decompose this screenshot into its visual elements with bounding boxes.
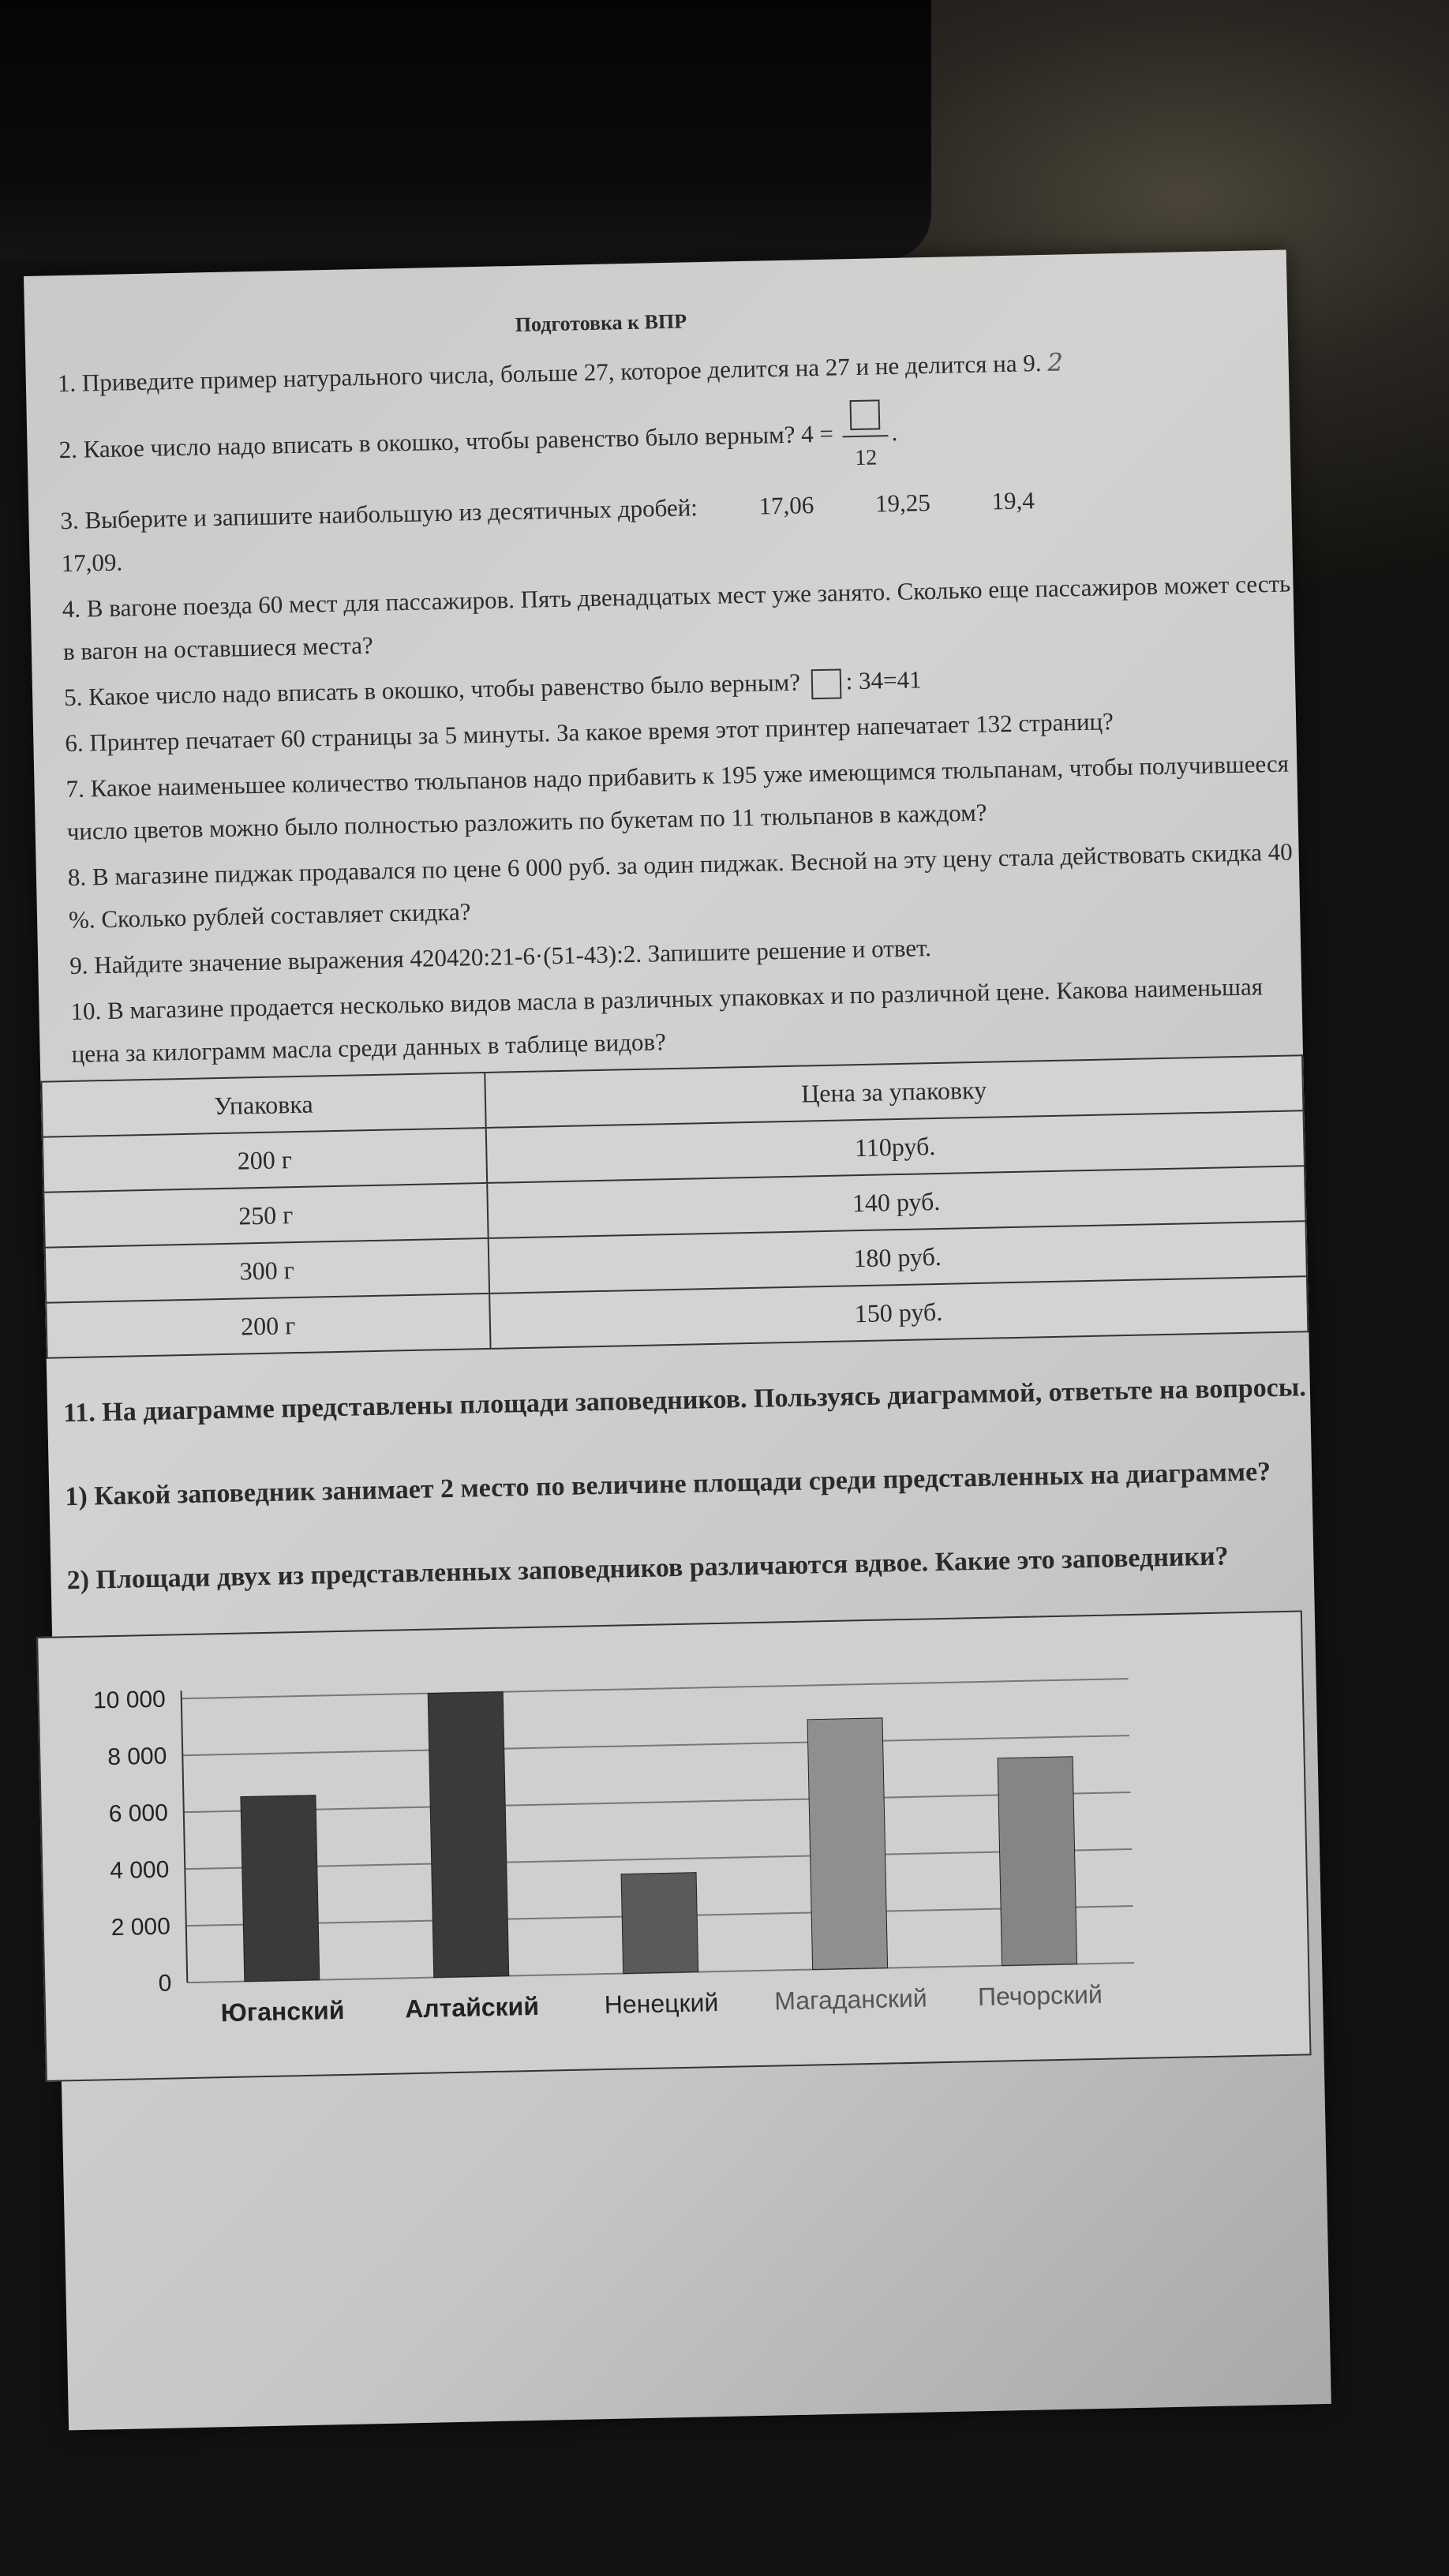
question-3-text: 3. Выберите и запишите наибольшую из десятичных дробей: <box>60 493 698 535</box>
question-11-part-2: 2) Площади двух из представленных заповедников различаются вдвое. Какие это заповедники? <box>66 1541 1229 1596</box>
worksheet-title: Подготовка к ВПР <box>515 309 687 336</box>
table-cell: 150 руб. <box>489 1276 1309 1349</box>
question-9: 9. Найдите значение выражения 420420:21-6·(51-43):2. Запишите решение и ответ. <box>69 934 932 979</box>
y-tick-label: 8 000 <box>107 1743 167 1771</box>
worksheet-content <box>56 297 1324 2080</box>
y-tick-label: 6 000 <box>108 1799 169 1828</box>
table-cell: 180 руб. <box>488 1221 1307 1294</box>
bar <box>998 1757 1076 1966</box>
question-10: 10. В магазине продается несколько видов масла в различных упаковках и по различной цене. Какова наименьшая цена за килограмм масла среди данных в таблице видов? <box>70 972 1264 1068</box>
gridline <box>184 1792 1131 1812</box>
x-tick-label: Печорский <box>977 1979 1103 2012</box>
decimal-option: 17,09. <box>61 548 123 578</box>
gridline <box>182 1735 1129 1755</box>
x-tick-label: Алтайский <box>404 1991 540 2024</box>
question-7: 7. Какое наименьшее количество тюльпанов надо прибавить к 195 уже имеющимся тюльпанам, чтобы получившееся число цветов можно было полностью разложить по букетам по 11 тюльпанов в каждом? <box>66 749 1290 846</box>
y-tick-label: 2 000 <box>110 1913 171 1941</box>
y-axis <box>182 1690 188 1983</box>
x-tick-label: Юганский <box>220 1995 345 2027</box>
question-2-text: 2. Какое число надо вписать в окошко, чтобы равенство было верным? 4 = <box>58 419 834 464</box>
question-11-part-1: 1) Какой заповедник занимает 2 место по величине площади среди представленных на диаграмме? <box>65 1457 1271 1512</box>
question-8: 8. В магазине пиджак продавался по цене 6 000 руб. за один пиджак. Весной на эту цену стала действовать скидка 40 %. Сколько рублей составляет скидка? <box>67 837 1293 934</box>
table-cell: 200 г <box>46 1294 490 1358</box>
table-cell: 110руб. <box>485 1110 1305 1183</box>
question-6: 6. Принтер печатает 60 страницы за 5 минуты. За какое время этот принтер напечатает 132 страниц? <box>65 707 1114 758</box>
decimal-option: 19,25 <box>874 489 931 518</box>
question-5-text: 5. Какое число надо вписать в окошко, чтобы равенство было верным? <box>63 668 801 712</box>
decimal-option: 17,06 <box>758 491 814 520</box>
gridline <box>185 1849 1132 1869</box>
table-cell: 250 г <box>43 1183 488 1248</box>
x-tick-label: Ненецкий <box>604 1988 719 2020</box>
y-tick-label: 0 <box>158 1970 172 1997</box>
bar <box>241 1795 320 1982</box>
question-1-text: 1. Приведите пример натурального числа, больше 27, которое делится на 27 и не делится на 9. <box>57 349 1042 398</box>
question-2: 2. Какое число надо вписать в окошко, чтобы равенство было верным? 4 = 12 . <box>58 382 1291 496</box>
y-tick-label: 4 000 <box>109 1856 170 1885</box>
x-tick-label: Магаданский <box>773 1983 928 2016</box>
table-cell: 140 руб. <box>487 1166 1306 1238</box>
bar <box>807 1718 888 1970</box>
y-tick-label: 10 000 <box>92 1686 167 1714</box>
question-4: 4. В вагоне поезда 60 мест для пассажиров. Пять двенадцатых мест уже занято. Сколько еще пассажиров может сесть в вагон на оставшиеся места? <box>62 569 1291 666</box>
reserves-bar-chart <box>36 1610 1311 2081</box>
answer-box[interactable] <box>850 399 881 430</box>
bar <box>621 1873 698 1974</box>
bar <box>428 1692 509 1978</box>
question-5-equation: : 34=41 <box>845 665 922 695</box>
table-header-cell: Упаковка <box>41 1073 485 1137</box>
answer-box[interactable] <box>811 668 841 699</box>
question-11-intro: 11. На диаграмме представлены площади заповедников. Пользуясь диаграммой, ответьте на вопросы. <box>62 1372 1307 1428</box>
gridline <box>182 1679 1129 1698</box>
worksheet-paper <box>24 249 1331 2430</box>
handwritten-answer: 2 <box>1046 348 1064 377</box>
fraction-denominator: 12 <box>854 445 878 470</box>
butter-price-table <box>40 1054 1309 1358</box>
decimal-option: 19,4 <box>991 486 1035 515</box>
fraction <box>841 391 889 480</box>
table-header-cell: Цена за упаковку <box>485 1055 1304 1128</box>
table-cell: 300 г <box>45 1238 489 1303</box>
chart-svg <box>38 1612 1309 2080</box>
laptop-edge <box>0 0 931 260</box>
table-cell: 200 г <box>43 1128 487 1193</box>
